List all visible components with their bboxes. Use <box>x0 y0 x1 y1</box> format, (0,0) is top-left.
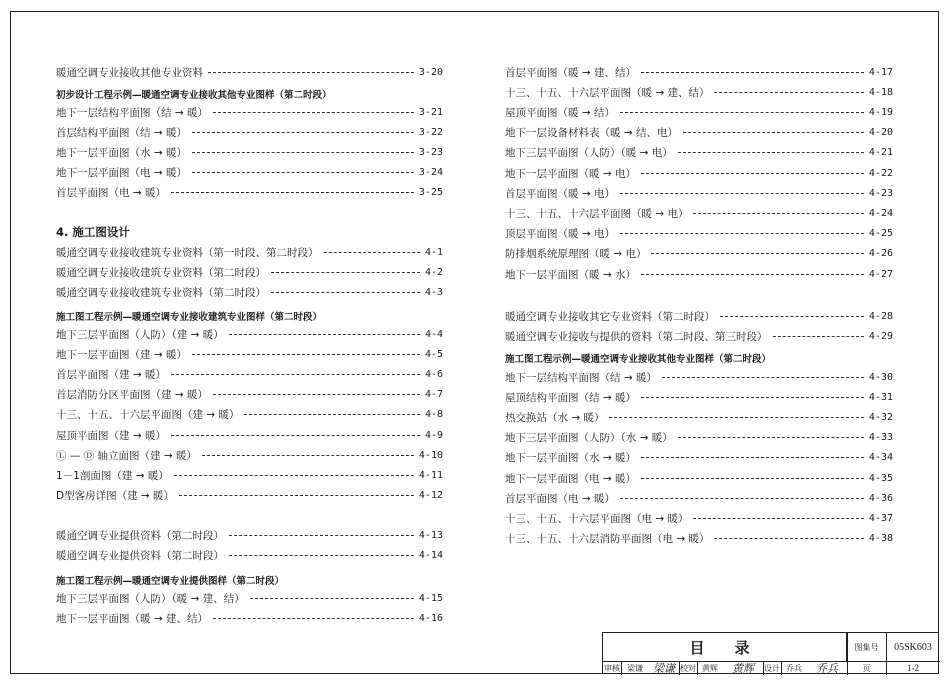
toc-entry-title: 地下一层平面图（电 → 暖） <box>56 167 187 180</box>
leader-dashes <box>171 192 414 193</box>
toc-entry[interactable] <box>56 466 443 484</box>
toc-entry-page: 4-21 <box>868 147 893 159</box>
review-label: 审核 <box>604 663 620 673</box>
leader-dashes <box>271 292 420 293</box>
toc-entry-page: 4-30 <box>868 371 893 383</box>
toc-entry-page: 4-9 <box>424 429 443 441</box>
toc-entry-title: 地下一层平面图（暖 → 电） <box>505 167 636 180</box>
leader-dashes <box>773 336 864 337</box>
toc-entry[interactable] <box>56 546 443 564</box>
toc-entry[interactable] <box>56 164 443 182</box>
leader-dashes <box>192 172 414 173</box>
leader-dashes <box>229 555 414 556</box>
subheading: 初步设计工程示例—暖通空调专业接收其他专业图样（第二时段） <box>56 90 332 101</box>
toc-entry-title: 十三、十五、十六层平面图（暖 → 电） <box>505 207 689 220</box>
leader-dashes <box>641 173 864 174</box>
leader-dashes <box>641 478 864 479</box>
toc-entry-page: 4-29 <box>868 330 893 342</box>
toc-entry-title: 首层结构平面图（结 → 暖） <box>56 126 187 139</box>
leader-dashes <box>641 72 864 73</box>
toc-entry-title: 地下一层平面图（水 → 暖） <box>56 146 187 159</box>
toc-entry-page: 4-22 <box>868 167 893 179</box>
leader-dashes <box>651 253 863 254</box>
leader-dashes <box>244 414 419 415</box>
toc-entry[interactable] <box>505 408 893 426</box>
check-label: 校对 <box>680 663 696 673</box>
leader-dashes <box>192 152 414 153</box>
toc-entry[interactable] <box>56 526 443 544</box>
design-label: 设计 <box>764 663 780 673</box>
toc-entry-title: 暖通空调专业提供资料（第二时段） <box>56 529 224 542</box>
toc-entry-page: 4-7 <box>424 389 443 401</box>
toc-entry-title: 防排烟系统原理图（暖 → 电） <box>505 248 647 261</box>
toc-entry-page: 3-20 <box>418 66 443 78</box>
toc-entry-title: 1－1剖面图（建 → 暖） <box>56 469 169 482</box>
toc-entry[interactable] <box>505 124 893 142</box>
toc-entry-page: 4-12 <box>418 490 443 502</box>
toc-entry-title: 屋顶平面图（暖 → 结） <box>505 106 615 119</box>
toc-entry-title: 地下三层平面图（人防）（水 → 暖） <box>505 432 673 445</box>
review-name: 梁谦 <box>627 663 643 673</box>
toc-entry-title: 十三、十五、十六层平面图（电 → 暖） <box>505 512 689 525</box>
toc-entry-page: 4-4 <box>424 328 443 340</box>
toc-entry-title: 首层平面图（电 → 暖） <box>505 492 615 505</box>
toc-entry[interactable] <box>56 123 443 141</box>
toc-entry-title: 暖通空调专业提供资料（第二时段） <box>56 549 224 562</box>
toc-entry-page: 4-6 <box>424 368 443 380</box>
toc-entry-title: 地下一层平面图（水 → 暖） <box>505 452 636 465</box>
toc-entry[interactable] <box>56 365 443 383</box>
toc-entry[interactable] <box>56 63 443 81</box>
leader-dashes <box>202 455 414 456</box>
toc-entry[interactable] <box>56 325 443 343</box>
toc-entry-page: 4-31 <box>868 391 893 403</box>
leader-dashes <box>714 92 863 93</box>
toc-entry-page: 4-38 <box>868 533 893 545</box>
toc-entry-title: 地下一层结构平面图（结 → 暖） <box>56 106 208 119</box>
toc-entry[interactable] <box>56 263 443 281</box>
design-signature: 乔兵 <box>816 662 838 675</box>
atlas-label: 图集号 <box>854 642 879 652</box>
leader-dashes <box>662 377 864 378</box>
toc-entry-title: 地下三层平面图（人防）（暖 → 建、结） <box>56 592 245 605</box>
toc-entry-page: 4-3 <box>424 286 443 298</box>
toc-entry[interactable] <box>505 388 893 406</box>
leader-dashes <box>693 213 863 214</box>
toc-entry[interactable] <box>505 469 893 487</box>
toc-entry[interactable] <box>505 144 893 162</box>
toc-entry[interactable] <box>505 245 893 263</box>
toc-entry[interactable] <box>505 429 893 447</box>
check-name: 黄辉 <box>702 663 718 673</box>
design-name: 乔兵 <box>786 663 802 673</box>
leader-dashes <box>213 112 414 113</box>
toc-entry[interactable] <box>56 589 443 607</box>
leader-dashes <box>683 132 864 133</box>
leader-dashes <box>229 535 414 536</box>
subheading: 施工图工程示例—暖通空调专业接收建筑专业图样（第二时段） <box>56 312 323 323</box>
toc-entry-title: 暖通空调专业接收其它专业资料（第二时段） <box>505 310 715 323</box>
toc-entry-title: 暖通空调专业接收其他专业资料 <box>56 66 203 79</box>
toc-entry-page: 4-2 <box>424 266 443 278</box>
toc-entry[interactable] <box>56 103 443 121</box>
toc-entry-page: 4-26 <box>868 248 893 260</box>
toc-entry-title: 热交换站（水 → 暖） <box>505 411 605 424</box>
toc-entry[interactable] <box>56 446 443 464</box>
toc-entry-page: 4-15 <box>418 592 443 604</box>
leader-dashes <box>620 112 864 113</box>
leader-dashes <box>678 437 864 438</box>
subheading: 施工图工程示例—暖通空调专业提供图样（第二时段） <box>56 576 285 587</box>
leader-dashes <box>324 252 420 253</box>
leader-dashes <box>620 498 864 499</box>
toc-entry-title: 地下一层平面图（暖 → 水） <box>505 268 636 281</box>
toc-entry-title: 首层平面图（暖 → 建、结） <box>505 66 636 79</box>
toc-entry-page: 3-23 <box>418 146 443 158</box>
leader-dashes <box>192 132 414 133</box>
toc-entry[interactable] <box>56 283 443 301</box>
toc-entry-page: 4-36 <box>868 492 893 504</box>
toc-entry-title: D型客房详图（建 → 暖） <box>56 490 175 503</box>
toc-entry[interactable] <box>505 449 893 467</box>
toc-entry[interactable] <box>56 609 443 627</box>
toc-entry-page: 3-21 <box>418 106 443 118</box>
toc-entry-page: 4-16 <box>418 612 443 624</box>
check-signature: 黄辉 <box>732 662 754 675</box>
atlas-number: 05SK603 <box>894 641 932 653</box>
leader-dashes <box>720 316 864 317</box>
toc-entry-page: 4-37 <box>868 512 893 524</box>
title-block-title: 目录 <box>603 633 847 661</box>
toc-entry[interactable] <box>505 204 893 222</box>
toc-entry-title: 屋顶结构平面图（结 → 暖） <box>505 391 636 404</box>
toc-entry-page: 4-18 <box>868 86 893 98</box>
toc-entry-page: 4-34 <box>868 452 893 464</box>
leader-dashes <box>171 435 420 436</box>
toc-entry-page: 4-32 <box>868 411 893 423</box>
toc-entry-title: 地下一层平面图（建 → 暖） <box>56 348 187 361</box>
toc-entry-title: 地下一层平面图（暖 → 建、结） <box>56 612 208 625</box>
toc-entry[interactable] <box>56 243 443 261</box>
toc-entry-title: Ⓛ — Ⓓ 轴立面图（建 → 暖） <box>56 449 197 462</box>
toc-entry[interactable] <box>505 265 893 283</box>
toc-entry[interactable] <box>505 530 893 548</box>
page-label: 页 <box>862 663 871 673</box>
toc-entry[interactable] <box>505 184 893 202</box>
toc-entry-title: 暖通空调专业接收建筑专业资料（第二时段） <box>56 266 266 279</box>
toc-entry-page: 4-27 <box>868 268 893 280</box>
toc-entry-page: 4-23 <box>868 187 893 199</box>
toc-entry-page: 4-28 <box>868 310 893 322</box>
leader-dashes <box>641 397 864 398</box>
toc-entry-title: 十三、十五、十六层消防平面图（电 → 暖） <box>505 533 710 546</box>
leader-dashes <box>213 618 414 619</box>
toc-entry-page: 4-11 <box>418 469 443 481</box>
toc-entry-page: 4-19 <box>868 106 893 118</box>
leader-dashes <box>641 274 864 275</box>
leader-dashes <box>641 457 864 458</box>
toc-entry-title: 地下一层结构平面图（结 → 暖） <box>505 371 657 384</box>
toc-entry-title: 地下三层平面图（人防）（暖 → 电） <box>505 147 673 160</box>
toc-entry[interactable] <box>505 489 893 507</box>
toc-entry-title: 首层平面图（建 → 暖） <box>56 368 166 381</box>
toc-entry[interactable] <box>56 426 443 444</box>
toc-entry-page: 4-1 <box>424 246 443 258</box>
toc-entry-page: 4-17 <box>868 66 893 78</box>
toc-entry[interactable] <box>505 307 893 325</box>
leader-dashes <box>693 518 863 519</box>
toc-entry-page: 4-10 <box>418 449 443 461</box>
toc-entry[interactable] <box>505 327 893 345</box>
toc-entry[interactable] <box>505 63 893 81</box>
toc-entry[interactable] <box>56 487 443 505</box>
toc-entry-page: 4-14 <box>418 549 443 561</box>
toc-entry-page: 4-13 <box>418 529 443 541</box>
toc-entry[interactable] <box>505 509 893 527</box>
leader-dashes <box>229 334 420 335</box>
toc-entry-title: 暖通空调专业接收建筑专业资料（第二时段） <box>56 286 266 299</box>
leader-dashes <box>620 193 864 194</box>
toc-entry-page: 4-20 <box>868 127 893 139</box>
toc-entry[interactable] <box>56 143 443 161</box>
toc-entry-page: 3-24 <box>418 167 443 179</box>
review-signature: 梁谦 <box>653 662 675 675</box>
toc-entry[interactable] <box>505 164 893 182</box>
toc-entry-page: 4-33 <box>868 432 893 444</box>
leader-dashes <box>678 152 864 153</box>
toc-entry-title: 屋顶平面图（建 → 暖） <box>56 429 166 442</box>
toc-entry-title: 顶层平面图（暖 → 电） <box>505 228 615 241</box>
toc-entry-page: 4-8 <box>424 409 443 421</box>
toc-entry-title: 首层消防分区平面图（建 → 暖） <box>56 389 208 402</box>
leader-dashes <box>271 272 420 273</box>
toc-entry[interactable] <box>56 406 443 424</box>
leader-dashes <box>213 394 420 395</box>
toc-entry[interactable] <box>505 225 893 243</box>
toc-entry-title: 首层平面图（暖 → 电） <box>505 187 615 200</box>
leader-dashes <box>208 72 414 73</box>
toc-entry-title: 十三、十五、十六层平面图（暖 → 建、结） <box>505 86 710 99</box>
leader-dashes <box>714 538 863 539</box>
toc-entry[interactable] <box>56 386 443 404</box>
toc-entry-title: 地下一层设备材料表（暖 → 结、电） <box>505 127 678 140</box>
leader-dashes <box>179 495 414 496</box>
toc-entry-title: 暖通空调专业接收建筑专业资料（第一时段、第二时段） <box>56 246 319 259</box>
toc-entry-title: 地下三层平面图（人防）（建 → 暖） <box>56 328 224 341</box>
toc-entry-page: 3-22 <box>418 126 443 138</box>
leader-dashes <box>250 598 414 599</box>
toc-entry-page: 4-35 <box>868 472 893 484</box>
toc-entry[interactable] <box>56 184 443 202</box>
title-block <box>602 632 939 674</box>
leader-dashes <box>192 354 420 355</box>
leader-dashes <box>174 475 414 476</box>
toc-entry-page: 4-5 <box>424 348 443 360</box>
leader-dashes <box>609 417 863 418</box>
page-number: 1-2 <box>907 663 919 673</box>
toc-entry-page: 3-25 <box>418 187 443 199</box>
toc-entry-page: 4-25 <box>868 228 893 240</box>
toc-entry[interactable] <box>56 345 443 363</box>
section-heading: 4. 施工图设计 <box>56 225 130 239</box>
toc-entry-title: 地下一层平面图（电 → 暖） <box>505 472 636 485</box>
leader-dashes <box>620 233 864 234</box>
toc-entry-title: 首层平面图（电 → 暖） <box>56 187 166 200</box>
toc-entry[interactable] <box>505 103 893 121</box>
toc-entry-title: 十三、十五、十六层平面图（建 → 暖） <box>56 409 240 422</box>
subheading: 施工图工程示例—暖通空调专业接收其他专业图样（第二时段） <box>505 354 772 365</box>
leader-dashes <box>171 374 420 375</box>
toc-entry-page: 4-24 <box>868 207 893 219</box>
toc-entry[interactable] <box>505 368 893 386</box>
toc-entry[interactable] <box>505 83 893 101</box>
toc-entry-title: 暖通空调专业接收与提供的资料（第二时段、第三时段） <box>505 330 768 343</box>
